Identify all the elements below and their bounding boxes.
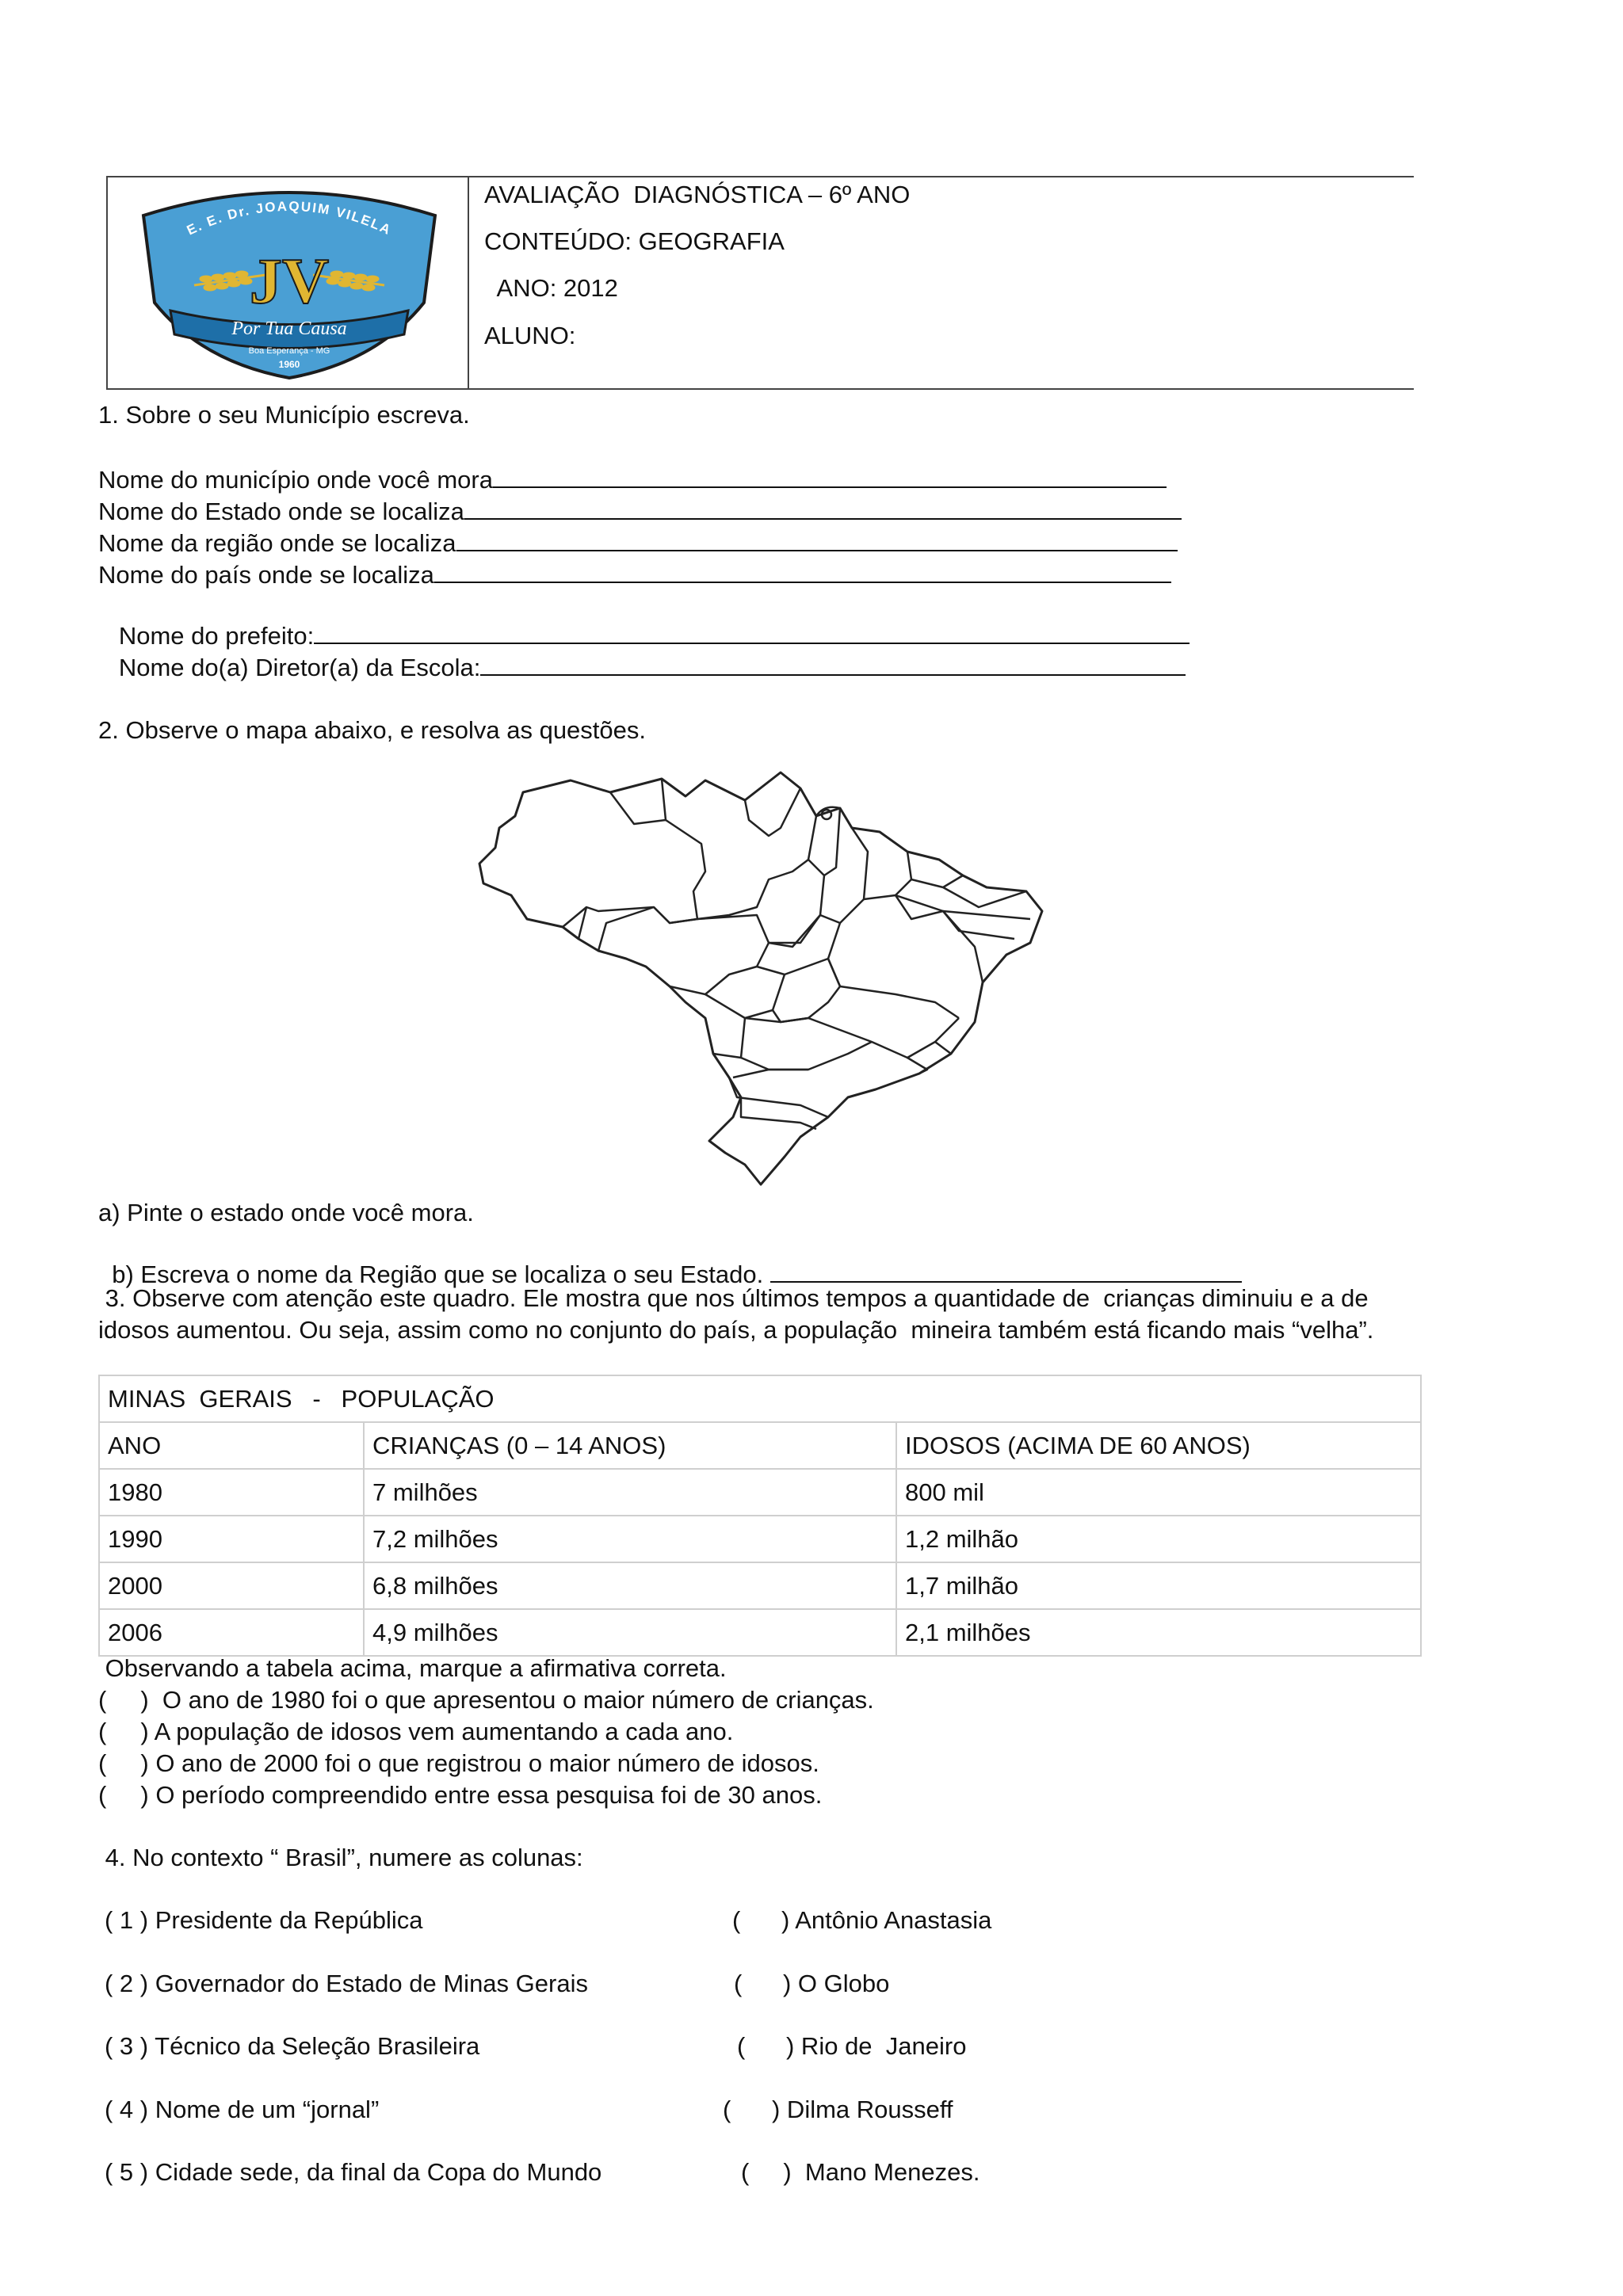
q1-title: 1. Sobre o seu Município escreva. — [98, 401, 470, 429]
logo-year: 1960 — [278, 359, 300, 370]
header-student: ALUNO: — [484, 322, 576, 349]
table-cell: 1,2 milhão — [896, 1516, 1421, 1562]
header-year: ANO: 2012 — [484, 274, 618, 302]
q2-item-a: a) Pinte o estado onde você mora. — [98, 1199, 474, 1226]
field-label: Nome do prefeito: — [112, 622, 315, 650]
logo-arc-text: E. E. Dr. JOAQUIM VILELA — [184, 198, 395, 238]
q4-left-item-3: ( 3 ) Técnico da Seleção Brasileira — [105, 2032, 480, 2060]
answer-line[interactable] — [464, 496, 1182, 520]
table-cell: 1,7 milhão — [896, 1562, 1421, 1609]
q3-option-4[interactable]: ( ) O período compreendido entre essa pesquisa foi de 30 anos. — [98, 1781, 823, 1809]
q2-item-b-text: b) Escreva o nome da Região que se localiza o seu Estado. — [112, 1261, 770, 1289]
field-label: Nome do Estado onde se localiza — [98, 498, 464, 525]
q4-right-item-4[interactable]: ( ) Dilma Rousseff — [723, 2096, 953, 2123]
table-cell: 6,8 milhões — [364, 1562, 896, 1609]
q4-left-item-1: ( 1 ) Presidente da República — [105, 1906, 423, 1934]
table-cell: 1980 — [99, 1469, 364, 1516]
q2-title: 2. Observe o mapa abaixo, e resolva as questões. — [98, 716, 647, 744]
table-header-cell: ANO — [99, 1422, 364, 1469]
table-title-row — [99, 1375, 1421, 1422]
table-cell: 4,9 milhões — [364, 1609, 896, 1656]
field-label: Nome do município onde você mora — [98, 466, 493, 494]
logo-city: Boa Esperança - MG — [248, 346, 330, 356]
field-label: Nome do país onde se localiza — [98, 561, 434, 589]
header-bottom-line — [106, 388, 1414, 390]
q4-left-item-2: ( 2 ) Governador do Estado de Minas Gerais — [105, 1970, 588, 1997]
q1-field-pais — [98, 559, 1171, 589]
q4-right-item-1[interactable]: ( ) Antônio Anastasia — [732, 1906, 992, 1934]
q3-prompt: Observando a tabela acima, marque a afirmativa correta. — [98, 1654, 727, 1682]
field-label: Nome do(a) Diretor(a) da Escola: — [112, 654, 481, 682]
q4-right-item-3[interactable]: ( ) Rio de Janeiro — [737, 2032, 967, 2060]
q4-right-item-2[interactable]: ( ) O Globo — [734, 1970, 890, 1997]
q3-option-3[interactable]: ( ) O ano de 2000 foi o que registrou o maior número de idosos. — [98, 1749, 819, 1777]
q4-left-item-5: ( 5 ) Cidade sede, da final da Copa do Mundo — [105, 2158, 602, 2186]
table-header-row — [99, 1422, 1421, 1469]
header-subject: CONTEÚDO: GEOGRAFIA — [484, 227, 785, 255]
table-cell: 800 mil — [896, 1469, 1421, 1516]
answer-line[interactable] — [456, 528, 1178, 551]
table-title: MINAS GERAIS - POPULAÇÃO — [99, 1375, 1421, 1422]
logo-monogram: JV — [249, 245, 330, 317]
table-row — [99, 1562, 1421, 1609]
q4-left-item-4: ( 4 ) Nome de um “jornal” — [105, 2096, 380, 2123]
q3-intro-line-1: 3. Observe com atenção este quadro. Ele mostra que nos últimos tempos a quantidade de crianças diminuiu e a de — [98, 1284, 1369, 1312]
logo-motto: Por Tua Causa — [231, 318, 347, 339]
table-row — [99, 1609, 1421, 1656]
header-left-line — [106, 176, 108, 390]
q1-field-municipio — [98, 464, 1167, 494]
brazil-states-outline-map-icon[interactable] — [468, 757, 1054, 1196]
q1-field-diretor — [98, 623, 1186, 682]
q4-right-item-5[interactable]: ( ) Mano Menezes. — [741, 2158, 980, 2186]
q1-field-regiao — [98, 528, 1178, 558]
table-cell: 7 milhões — [364, 1469, 896, 1516]
table-cell: 2000 — [99, 1562, 364, 1609]
table-row — [99, 1469, 1421, 1516]
q1-field-estado — [98, 496, 1182, 526]
population-table — [98, 1375, 1422, 1657]
table-cell: 2,1 milhões — [896, 1609, 1421, 1656]
header-divider-line — [468, 176, 469, 390]
header-title: AVALIAÇÃO DIAGNÓSTICA – 6º ANO — [484, 181, 911, 208]
field-label: Nome da região onde se localiza — [98, 529, 456, 557]
answer-line[interactable] — [434, 559, 1171, 583]
table-header-cell: IDOSOS (ACIMA DE 60 ANOS) — [896, 1422, 1421, 1469]
table-cell: 2006 — [99, 1609, 364, 1656]
answer-line[interactable] — [770, 1259, 1242, 1283]
table-cell: 7,2 milhões — [364, 1516, 896, 1562]
q3-intro-line-2: idosos aumentou. Ou seja, assim como no conjunto do país, a população mineira também está ficando mais “velha”. — [98, 1316, 1374, 1344]
q4-title: 4. No contexto “ Brasil”, numere as colunas: — [98, 1844, 583, 1871]
answer-line[interactable] — [480, 652, 1186, 676]
q3-option-2[interactable]: ( ) A população de idosos vem aumentando a cada ano. — [98, 1718, 734, 1745]
school-logo — [139, 184, 440, 382]
header-top-line — [106, 176, 1414, 177]
table-header-cell: CRIANÇAS (0 – 14 ANOS) — [364, 1422, 896, 1469]
table-row — [99, 1516, 1421, 1562]
q3-option-1[interactable]: ( ) O ano de 1980 foi o que apresentou o maior número de crianças. — [98, 1686, 874, 1714]
table-cell: 1990 — [99, 1516, 364, 1562]
q2-item-b — [98, 1230, 1242, 1289]
answer-line[interactable] — [493, 464, 1167, 488]
